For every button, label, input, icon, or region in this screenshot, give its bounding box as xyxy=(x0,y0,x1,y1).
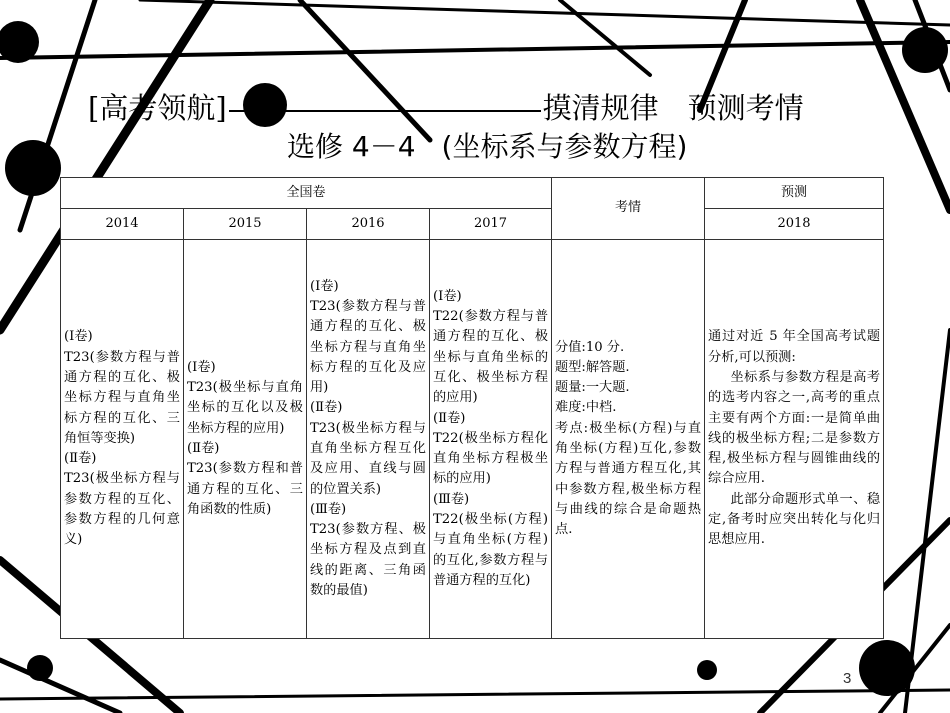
cell-text: 考点:极坐标(方程)与直角坐标(方程)互化,参数方程与普通方程互化,其中参数方程,极坐标方程与曲线的综合是命题热点. xyxy=(555,420,702,538)
cell-text: (Ⅲ卷) xyxy=(433,491,470,507)
cell-2014 xyxy=(61,240,184,639)
header-year-2016: 2016 xyxy=(307,209,430,240)
cell-text: 题型:解答题. xyxy=(555,359,630,375)
cell-text: (Ⅰ卷) xyxy=(187,359,216,375)
cell-text: T23(极坐标方程与直角坐标方程互化及应用、直线与圆的位置关系) xyxy=(310,420,426,497)
cell-text: (Ⅱ卷) xyxy=(64,451,97,467)
cell-text: T23(参数方程与普通方程的互化、极坐标方程与直角坐标方程的互化、三角恒等变换) xyxy=(64,349,180,446)
section-heading xyxy=(88,90,804,126)
table-year-row xyxy=(61,209,884,240)
decor-line xyxy=(140,0,950,25)
header-national-paper: 全国卷 xyxy=(61,178,552,209)
cell-text: T23(极坐标与直角坐标的互化以及极坐标方程的应用) xyxy=(187,380,303,436)
cell-text: 分值:10 分. xyxy=(555,339,625,355)
decor-dot xyxy=(902,27,948,73)
cell-text: T23(参数方程与普通方程的互化、极坐标方程与直角坐标方程的互化及应用) xyxy=(310,298,426,396)
cell-kaoqing xyxy=(552,240,705,639)
cell-text: 通过对近 5 年全国高考试题分析,可以预测: xyxy=(708,329,881,365)
header-year-2017: 2017 xyxy=(430,209,552,240)
header-kaoqing: 考情 xyxy=(552,178,705,240)
cell-forecast xyxy=(705,240,884,639)
cell-text: T22(参数方程与普通方程的互化、极坐标与直角坐标的互化、极坐标方程的应用) xyxy=(433,309,549,406)
cell-text: (Ⅰ卷) xyxy=(433,288,462,304)
cell-text: (Ⅲ卷) xyxy=(310,501,347,517)
decor-dot xyxy=(27,655,53,681)
decor-line xyxy=(0,660,120,713)
cell-text: T23(参数方程和普通方程的互化、三角函数的性质) xyxy=(187,461,303,517)
cell-text: 此部分命题形式单一、稳定,备考时应突出转化与化归思想应用. xyxy=(708,491,881,548)
heading-right-label: 摸清规律 预测考情 xyxy=(542,91,804,125)
cell-text: (Ⅰ卷) xyxy=(310,278,339,294)
cell-text: (Ⅱ卷) xyxy=(187,441,220,456)
heading-left-label: [高考领航] xyxy=(88,91,227,125)
cell-text: (Ⅱ卷) xyxy=(433,410,466,426)
decor-line xyxy=(560,0,650,75)
title-main: 选修 4－4 xyxy=(287,130,416,163)
title-topic: (坐标系与参数方程) xyxy=(441,130,688,163)
decor-dot xyxy=(697,660,717,680)
cell-text: 坐标系与参数方程是高考的选考内容之一,高考的重点主要有两个方面:一是简单曲线的极坐标方程;二是参数方程,极坐标方程与圆锥曲线的综合应用. xyxy=(708,369,881,487)
header-year-2018: 2018 xyxy=(705,209,884,240)
cell-text: (Ⅱ卷) xyxy=(310,400,343,416)
table-header-row xyxy=(61,178,884,209)
cell-text: T23(参数方程、极坐标方程及点到直线的距离、三角函数的最值) xyxy=(310,522,426,599)
header-year-2015: 2015 xyxy=(184,209,307,240)
cell-2017 xyxy=(430,240,552,639)
cell-text: T22(极坐标方程化直角坐标方程极坐标的应用) xyxy=(433,430,549,487)
decor-line xyxy=(0,690,950,699)
decor-dot xyxy=(859,640,915,696)
decor-line xyxy=(0,42,950,58)
header-forecast: 预测 xyxy=(705,178,884,209)
header-year-2014: 2014 xyxy=(61,209,184,240)
exam-analysis-table-container xyxy=(60,177,883,639)
cell-text: 题量:一大题. xyxy=(555,380,630,396)
heading-rule xyxy=(229,110,541,112)
cell-2015 xyxy=(184,240,307,639)
cell-text: T22(极坐标(方程)与直角坐标(方程)的互化,参数方程与普通方程的互化) xyxy=(433,512,549,588)
decor-dot xyxy=(5,140,61,196)
page-title xyxy=(287,129,687,165)
cell-text: 难度:中档. xyxy=(555,400,617,416)
cell-text: T23(极坐标方程与参数方程的互化、参数方程的几何意义) xyxy=(64,471,180,548)
page-number: 3 xyxy=(843,670,852,687)
table-body-row xyxy=(61,240,884,639)
cell-2016 xyxy=(307,240,430,639)
exam-analysis-table xyxy=(60,177,884,639)
cell-text: (Ⅰ卷) xyxy=(64,329,93,345)
